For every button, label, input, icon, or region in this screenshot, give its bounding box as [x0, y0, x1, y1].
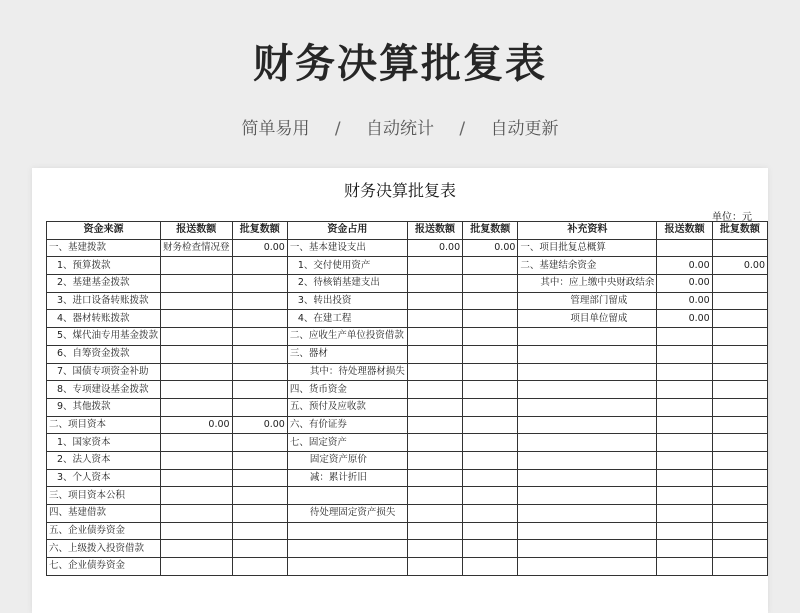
page-title: 财务决算批复表 — [253, 41, 547, 87]
table-cell[interactable] — [518, 558, 657, 576]
table-cell[interactable]: 固定资产原价 — [287, 451, 407, 469]
table-cell[interactable] — [232, 540, 287, 558]
table-cell[interactable]: 其中：待处理器材损失 — [287, 363, 407, 381]
table-cell[interactable]: 1、国家资本 — [47, 434, 161, 452]
table-cell[interactable] — [161, 292, 233, 310]
table-row — [47, 505, 768, 523]
table-cell[interactable] — [657, 345, 712, 363]
table-cell[interactable]: 2、基建基金拨款 — [47, 275, 161, 293]
table-cell[interactable] — [463, 434, 518, 452]
table-row — [47, 275, 768, 293]
table-cell[interactable] — [232, 451, 287, 469]
table-row — [47, 416, 768, 434]
col-header-reported: 报送数额 — [161, 222, 233, 240]
table-cell[interactable] — [657, 434, 712, 452]
table-cell[interactable] — [161, 381, 233, 399]
table-cell[interactable]: 二、应收生产单位投资借款 — [287, 328, 407, 346]
table-cell[interactable] — [463, 451, 518, 469]
table-cell[interactable] — [518, 381, 657, 399]
table-row — [47, 257, 768, 275]
table-cell[interactable]: 三、器材 — [287, 345, 407, 363]
table-cell[interactable]: 4、在建工程 — [287, 310, 407, 328]
table-row — [47, 363, 768, 381]
table-cell[interactable] — [657, 451, 712, 469]
table-cell[interactable]: 0.00 — [232, 416, 287, 434]
table-cell[interactable] — [407, 434, 462, 452]
table-cell[interactable] — [712, 398, 767, 416]
table-cell[interactable] — [161, 310, 233, 328]
table-cell[interactable] — [161, 540, 233, 558]
table-cell[interactable] — [712, 416, 767, 434]
table-cell[interactable] — [712, 239, 767, 257]
table-cell[interactable] — [657, 505, 712, 523]
table-cell[interactable] — [232, 469, 287, 487]
table-cell[interactable] — [463, 328, 518, 346]
table-row — [47, 487, 768, 505]
table-cell[interactable] — [657, 239, 712, 257]
table-cell[interactable]: 四、基建借款 — [47, 505, 161, 523]
table-cell[interactable] — [657, 469, 712, 487]
table-cell[interactable] — [161, 328, 233, 346]
table-cell[interactable] — [463, 540, 518, 558]
table-cell[interactable] — [657, 398, 712, 416]
col-header-fund-usage: 资金占用 — [287, 222, 407, 240]
table-cell[interactable]: 三、项目资本公积 — [47, 487, 161, 505]
table-cell[interactable]: 0.00 — [161, 416, 233, 434]
table-cell[interactable] — [463, 257, 518, 275]
table-cell[interactable] — [518, 469, 657, 487]
table-cell[interactable] — [407, 558, 462, 576]
table-cell[interactable]: 7、国债专项资金补助 — [47, 363, 161, 381]
table-cell[interactable] — [518, 363, 657, 381]
table-cell[interactable] — [161, 345, 233, 363]
table-cell[interactable] — [287, 487, 407, 505]
table-row — [47, 328, 768, 346]
table-cell[interactable] — [407, 451, 462, 469]
table-cell[interactable] — [712, 505, 767, 523]
table-cell[interactable]: 4、器材转账拨款 — [47, 310, 161, 328]
table-cell[interactable] — [712, 522, 767, 540]
table-row — [47, 540, 768, 558]
table-cell[interactable] — [518, 416, 657, 434]
table-cell[interactable] — [518, 487, 657, 505]
table-cell[interactable]: 项目单位留成 — [518, 310, 657, 328]
table-cell[interactable]: 6、自筹资金拨款 — [47, 345, 161, 363]
table-cell[interactable] — [518, 505, 657, 523]
table-cell[interactable]: 9、其他拨款 — [47, 398, 161, 416]
table-cell[interactable] — [657, 558, 712, 576]
table-cell[interactable] — [407, 416, 462, 434]
table-cell[interactable]: 0.00 — [657, 292, 712, 310]
table-row — [47, 381, 768, 399]
table-cell[interactable] — [232, 381, 287, 399]
table-row — [47, 451, 768, 469]
table-cell[interactable] — [712, 381, 767, 399]
approval-table — [46, 221, 768, 576]
table-cell[interactable]: 0.00 — [712, 257, 767, 275]
table-cell[interactable]: 一、项目批复总概算 — [518, 239, 657, 257]
table-cell[interactable] — [407, 381, 462, 399]
col-header-fund-source: 资金来源 — [47, 222, 161, 240]
table-cell[interactable]: 0.00 — [657, 275, 712, 293]
table-cell[interactable]: 0.00 — [657, 310, 712, 328]
table-cell[interactable] — [712, 469, 767, 487]
table-cell[interactable] — [407, 257, 462, 275]
table-row — [47, 239, 768, 257]
table-cell[interactable]: 七、固定资产 — [287, 434, 407, 452]
table-cell[interactable] — [463, 345, 518, 363]
table-cell[interactable] — [161, 558, 233, 576]
col-header-approved: 批复数额 — [463, 222, 518, 240]
table-cell[interactable] — [518, 434, 657, 452]
table-cell[interactable] — [407, 275, 462, 293]
table-cell[interactable] — [232, 275, 287, 293]
table-cell[interactable] — [232, 310, 287, 328]
table-cell[interactable] — [712, 540, 767, 558]
table-cell[interactable] — [657, 522, 712, 540]
table-cell[interactable] — [407, 505, 462, 523]
tagline — [0, 114, 800, 139]
table-row — [47, 522, 768, 540]
table-cell[interactable] — [712, 451, 767, 469]
table-row — [47, 558, 768, 576]
col-header-approved: 批复数额 — [232, 222, 287, 240]
table-cell[interactable] — [463, 275, 518, 293]
table-cell[interactable] — [657, 328, 712, 346]
table-cell[interactable] — [161, 257, 233, 275]
table-cell[interactable] — [232, 398, 287, 416]
table-row — [47, 310, 768, 328]
table-cell[interactable]: 5、煤代油专用基金拨款 — [47, 328, 161, 346]
table-cell[interactable]: 0.00 — [657, 257, 712, 275]
table-cell[interactable]: 一、基本建设支出 — [287, 239, 407, 257]
table-cell[interactable] — [518, 345, 657, 363]
table-row — [47, 469, 768, 487]
table-cell[interactable]: 五、企业债券资金 — [47, 522, 161, 540]
tagline-separator: / — [459, 119, 466, 139]
table-cell[interactable] — [232, 257, 287, 275]
table-cell[interactable]: 2、法人资本 — [47, 451, 161, 469]
table-cell[interactable] — [232, 522, 287, 540]
table-cell[interactable]: 二、项目资本 — [47, 416, 161, 434]
table-cell[interactable]: 一、基建拨款 — [47, 239, 161, 257]
table-cell[interactable] — [657, 381, 712, 399]
table-cell[interactable] — [161, 505, 233, 523]
table-cell[interactable] — [232, 328, 287, 346]
table-cell[interactable] — [463, 522, 518, 540]
table-cell[interactable] — [407, 469, 462, 487]
table-cell[interactable] — [518, 522, 657, 540]
table-cell[interactable]: 待处理固定资产损失 — [287, 505, 407, 523]
table-cell[interactable]: 8、专项建设基金拨款 — [47, 381, 161, 399]
table-cell[interactable] — [287, 540, 407, 558]
table-cell[interactable] — [712, 434, 767, 452]
table-cell[interactable] — [712, 345, 767, 363]
table-cell[interactable] — [161, 434, 233, 452]
table-cell[interactable] — [287, 522, 407, 540]
table-cell[interactable] — [407, 487, 462, 505]
table-cell[interactable]: 五、预付及应收款 — [287, 398, 407, 416]
col-header-approved: 批复数额 — [712, 222, 767, 240]
table-cell[interactable] — [712, 310, 767, 328]
table-cell[interactable]: 2、待核销基建支出 — [287, 275, 407, 293]
table-cell[interactable]: 3、转出投资 — [287, 292, 407, 310]
table-cell[interactable] — [407, 328, 462, 346]
table-cell[interactable] — [712, 363, 767, 381]
table-cell[interactable]: 七、企业债券资金 — [47, 558, 161, 576]
table-cell[interactable] — [407, 522, 462, 540]
table-cell[interactable] — [463, 310, 518, 328]
unit-label: 单位：元 — [712, 212, 752, 223]
table-cell[interactable] — [712, 292, 767, 310]
table-cell[interactable] — [518, 398, 657, 416]
table-cell[interactable] — [657, 363, 712, 381]
table-cell[interactable] — [232, 558, 287, 576]
table-cell[interactable]: 1、交付使用资产 — [287, 257, 407, 275]
table-cell[interactable] — [232, 292, 287, 310]
col-header-supplementary: 补充资料 — [518, 222, 657, 240]
table-cell[interactable] — [407, 540, 462, 558]
col-header-reported: 报送数额 — [657, 222, 712, 240]
table-cell[interactable] — [161, 451, 233, 469]
table-cell[interactable] — [657, 416, 712, 434]
tagline-item-auto-stats: 自动统计 — [366, 119, 434, 139]
table-cell[interactable] — [232, 505, 287, 523]
table-cell[interactable] — [232, 363, 287, 381]
table-cell[interactable] — [161, 487, 233, 505]
table-cell[interactable]: 3、进口设备转账拨款 — [47, 292, 161, 310]
table-cell[interactable] — [161, 363, 233, 381]
table-row — [47, 434, 768, 452]
table-cell[interactable]: 1、预算拨款 — [47, 257, 161, 275]
tagline-item-easy: 简单易用 — [241, 119, 310, 139]
table-cell[interactable] — [232, 487, 287, 505]
spreadsheet-preview — [32, 168, 768, 613]
table-cell[interactable] — [657, 487, 712, 505]
table-cell[interactable] — [463, 292, 518, 310]
sheet-title: 财务决算批复表 — [343, 181, 456, 200]
table-cell[interactable] — [161, 398, 233, 416]
table-cell[interactable] — [463, 487, 518, 505]
table-cell[interactable]: 财务检查情况登 — [161, 239, 233, 257]
table-cell[interactable] — [232, 345, 287, 363]
table-cell[interactable] — [463, 469, 518, 487]
table-cell[interactable]: 管理部门留成 — [518, 292, 657, 310]
tagline-separator: / — [334, 119, 341, 139]
table-cell[interactable] — [657, 540, 712, 558]
table-cell[interactable] — [712, 275, 767, 293]
table-body — [47, 239, 768, 575]
table-cell[interactable] — [287, 558, 407, 576]
table-cell[interactable] — [463, 558, 518, 576]
table-cell[interactable] — [712, 328, 767, 346]
table-cell[interactable]: 减：累计折旧 — [287, 469, 407, 487]
table-cell[interactable] — [463, 363, 518, 381]
col-header-reported: 报送数额 — [407, 222, 462, 240]
table-cell[interactable]: 六、有价证券 — [287, 416, 407, 434]
table-cell[interactable]: 0.00 — [407, 239, 462, 257]
table-cell[interactable] — [407, 398, 462, 416]
tagline-item-auto-update: 自动更新 — [490, 119, 559, 139]
table-cell[interactable] — [407, 310, 462, 328]
table-cell[interactable] — [712, 487, 767, 505]
table-cell[interactable] — [518, 328, 657, 346]
table-cell[interactable] — [232, 434, 287, 452]
table-cell[interactable] — [161, 522, 233, 540]
table-cell[interactable] — [463, 416, 518, 434]
table-cell[interactable]: 二、基建结余资金 — [518, 257, 657, 275]
table-cell[interactable]: 六、上级拨入投资借款 — [47, 540, 161, 558]
table-cell[interactable] — [463, 381, 518, 399]
table-cell[interactable] — [518, 451, 657, 469]
table-cell[interactable] — [407, 363, 462, 381]
table-cell[interactable] — [161, 275, 233, 293]
table-cell[interactable]: 四、货币资金 — [287, 381, 407, 399]
table-cell[interactable] — [161, 469, 233, 487]
table-cell[interactable]: 其中：应上缴中央财政结余 — [518, 275, 657, 293]
table-cell[interactable] — [712, 558, 767, 576]
table-cell[interactable] — [407, 345, 462, 363]
table-cell[interactable]: 0.00 — [232, 239, 287, 257]
table-row — [47, 292, 768, 310]
header-row — [47, 222, 768, 240]
table-cell[interactable]: 0.00 — [463, 239, 518, 257]
table-cell[interactable]: 3、个人资本 — [47, 469, 161, 487]
table-cell[interactable] — [518, 540, 657, 558]
table-cell[interactable] — [407, 292, 462, 310]
table-row — [47, 345, 768, 363]
table-row — [47, 398, 768, 416]
table-cell[interactable] — [463, 398, 518, 416]
table-cell[interactable] — [463, 505, 518, 523]
